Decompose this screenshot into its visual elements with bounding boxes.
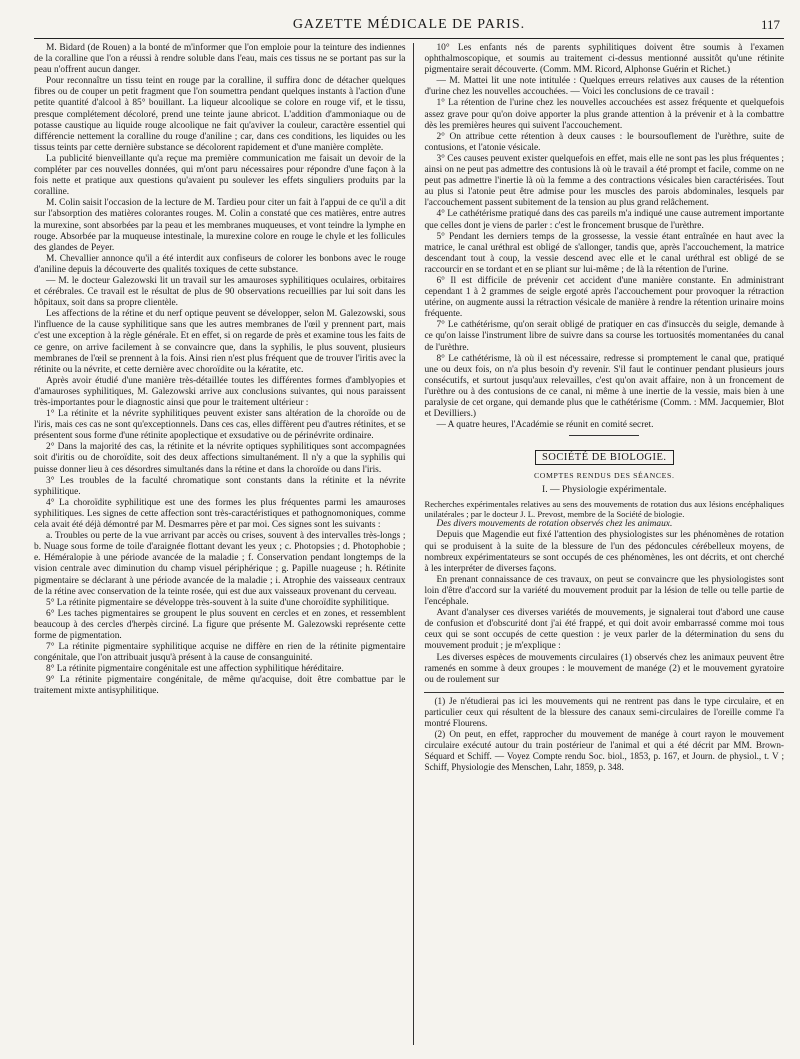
paragraph: M. Bidard (de Rouen) a la bonté de m'informer que l'on emploie pour la teinture des indiennes de la coralline que l'on a réussi à rendre soluble dans l'eau, mais ces tissus ne se portant pas sur la peau n'offrent aucun danger. <box>34 43 406 76</box>
paragraph: — A quatre heures, l'Académie se réunit en comité secret. <box>436 420 654 431</box>
paragraph: 6° Les taches pigmentaires se groupent le plus souvent en cercles et en zones, et ressemblent beaucoup à des cercles d'herpès circiné. La figure que présente M. Galezowski représente cette forme de pigmentation. <box>34 608 406 641</box>
paragraph: Depuis que Magendie eut fixé l'attention des physiologistes sur les phénomènes de rotation qui se produisent à la suite de la blessure de l'un des pédoncules cérébelleux moyens, de nombreux expérimentateurs se sont occupés de ces phénomènes, les ont décrits, et ont cherché à les interpréter de diverses façons. <box>424 530 784 574</box>
paragraph: 6° Il est difficile de prévenir cet accident d'une manière constante. En administrant cependant 1 à 2 grammes de seigle ergoté après l'accouchement pour provoquer la rétraction utérine, on augmente aussi la rétraction vésicale de manière à rendre la rétention urinaire moins fréquente. <box>424 275 784 320</box>
paragraph: 9° La rétinite pigmentaire congénitale, de même qu'acquise, doit être combattue par le traitement mixte antisyphilitique. <box>34 675 406 697</box>
paragraph: M. Colin saisit l'occasion de la lecture de M. Tardieu pour citer un fait à l'appui de ce qu'il a dit sur l'absorption des matières colorantes rouges. M. Colin a constaté que ces matières, entre autres la murexine, sont absorbées par la peau et les membranes muqueuses, et vont teindre la lymphe en rouge. Absorbée par la muqueuse intestinale, la murexine colore en rouge le chyle et les follicules des glandes de Peyer. <box>34 198 406 253</box>
paragraph: Avant d'analyser ces diverses variétés de mouvements, je signalerai tout d'abord une cause de confusion et d'obscurité dont j'ai été frappé, et qui doit avoir embarrassé comme moi tous ceux qui se sont occupés de cette question : je veux parler de la détermination du sens du mouvement produit ; je m'explique : <box>424 608 784 652</box>
paragraph: 5° Pendant les derniers temps de la grossesse, la vessie étant entraînée en haut avec la matrice, le canal uréthral est obligé de s'allonger, tandis que, après l'accouchement, la matrice descendant tout à coup, la vessie descend avec elle et le canal uréthral est obligé de se raccourcir en se tordant et en se pliant sur lui-même ; de là la rétention de l'urine. <box>424 231 784 275</box>
paragraph: 7° Le cathétérisme, qu'on serait obligé de pratiquer en cas d'insuccès du seigle, demande à ce qu'on laisse l'instrument libre de suivre dans sa course les tortuosités momentanées du canal de l'urèthre. <box>424 320 784 353</box>
footnote: (2) On peut, en effet, rapprocher du mouvement de manége à court rayon le mouvement circulaire exécuté autour du train postérieur de l'animal et qui a été décrit par MM. Brown-Séquard et Schiff. — Voyez Compte rendu Soc. biol., 1853, p. 167, et Journ. de physiol., t. V ; Schiff, Physiologie des Menschen, Lahr, 1859, p. 348. <box>424 728 784 772</box>
research-title: Recherches expérimentales relatives au sens des mouvements de rotation dus aux lésions encéphaliques unilatérales ; par le docteur J. L. Prevost, membre de la Société de biologie. <box>424 498 784 519</box>
paragraph: Les affections de la rétine et du nerf optique peuvent se développer, selon M. Galezowski, sous l'influence de la cause syphilitique sans que les autres membranes de l'œil y prennent part, mais c'est une exception à la règle générale. Et en effet, si on regarde de près et examine tous les faits de ce genre, on arrive facilement à se convaincre que, dans la syphilis, le plus souvent, plusieurs membranes de l'œil se prennent à la fois. Ainsi rien n'est plus fréquent que de trouver l'iritis avec la rétinite ou la névrite, et cette dernière avec choroïdite ou la kératite, etc. <box>34 309 406 375</box>
paragraph: Pour reconnaître un tissu teint en rouge par la coralline, il suffira donc de détacher quelques fibres ou de couper un petit fragment que l'on soumettra pendant quelques instants à l'action d'une petite quantité d'alcool à 85° bouillant. La liqueur alcoolique se colore en rouge vif, et le tissu, presque complétement décoloré, prend une teinte jaune abricot. L'addition d'ammoniaque ou de potasse caustique au liquide rouge alcoolique ne fait qu'aviver la couleur, caractère essentiel qui différencie nettement la coralline du rouge d'aniline ; car, dans ces conditions, les liquides ou les tissus teints par cette dernière substance se décolorent rapidement et d'une manière complète. <box>34 76 406 153</box>
paragraph: 3° Ces causes peuvent exister quelquefois en effet, mais elle ne sont pas les plus fréquentes ; ainsi on ne peut pas admettre des contusions là où le travail a été prompt et facile, comme on ne peut pas admettre l'inertie là où la femme a des contractions vésicales bien caractérisées. Tout au plus si l'atonie peut être admise pour les muscles des parois abdominales, lesquels par l'accouchement passent subitement de la tension au plus grand relâchement. <box>424 153 784 209</box>
section-subsection: I. — Physiologie expérimentale. <box>542 484 667 496</box>
paragraph: En prenant connaissance de ces travaux, on peut se convaincre que les physiologistes sont loin d'être d'accord sur la variété du mouvement produit par la lésion de telle ou telle partie de l'encéphale. <box>424 574 784 608</box>
section-subtitle: COMPTES RENDUS DES SÉANCES. <box>533 471 675 481</box>
paragraph: 1° La rétinite et la névrite syphilitiques peuvent exister sans altération de la choroïde ou de l'iris, mais ces cas ne sont qu'exceptionnels. Dans ces cas, elles diffèrent peu d'autres rétinites, et se présentent sous forme d'une rétinite apoplectique et exsudative ou de périnévrite ordinaire. <box>34 409 406 442</box>
paragraph: Les diverses espèces de mouvements circulaires (1) observés chez les animaux peuvent être ramenés en somme à deux groupes : le mouvement de manége (2) et le mouvement gyratoire ou de roulement sur <box>424 652 784 685</box>
footnote: (1) Je n'étudierai pas ici les mouvements qui ne rentrent pas dans le type circulaire, et en particulier ceux qui résultent de la blessure des canaux semi-circulaires de l'oreille comme l'a montré Flourens. <box>424 695 784 728</box>
paragraph: 2° On attribue cette rétention à deux causes : le boursouflement de l'urèthre, suite de contusions, et l'atonie vésicale. <box>424 131 784 153</box>
section-title: SOCIÉTÉ DE BIOLOGIE. <box>535 450 674 465</box>
paragraph: 3° Les troubles de la faculté chromatique sont constants dans la rétinite et la névrite syphilitique. <box>34 475 406 497</box>
paragraph: 4° La choroïdite syphilitique est une des formes les plus fréquentes parmi les amauroses syphilitiques. Les signes de cette affection sont très-caractéristiques et pathognomoniques, comme cela avait été déjà démontré par M. Desmarres père et par moi. Ces signes sont les suivants : <box>34 497 406 531</box>
paragraph: — M. Mattei lit une note intitulée : Quelques erreurs relatives aux causes de la rétention d'urine chez les nouvelles accouchées. — Voici les conclusions de ce travail : <box>424 76 784 98</box>
section-heading-box <box>424 450 784 465</box>
paragraph: M. Chevallier annonce qu'il a été interdit aux confiseurs de colorer les bonbons avec le rouge d'aniline depuis la découverte des qualités toxiques de cette substance. <box>34 253 406 275</box>
section-separator <box>569 435 639 436</box>
paragraph: 1° La rétention de l'urine chez les nouvelles accouchées est assez fréquente et quelquefois assez grave pour qu'on doive apporter la plus grande attention à la prévenir et à la combattre dès les premières heures qui suivent l'accouchement. <box>424 98 784 131</box>
header-rule <box>34 38 784 39</box>
paragraph: La publicité bienveillante qu'a reçue ma première communication me faisait un devoir de la compléter par ces nouvelles données, qui m'ont paru nécessaires pour répondre d'une façon à la fois nette et pratique aux questions qu'avaient pu soulever les effets singuliers produits par la coralline. <box>34 153 406 198</box>
paragraph: 7° La rétinite pigmentaire syphilitique acquise ne diffère en rien de la rétinite pigmentaire congénitale, que l'on attribuait jusqu'à présent à la cause de consanguinité. <box>34 642 406 664</box>
right-column <box>414 43 784 1053</box>
two-column-body <box>34 43 784 1053</box>
left-column <box>34 43 413 1053</box>
paragraph: a. Troubles ou perte de la vue arrivant par accès ou crises, souvent à des intervalles très-longs ; b. Nuage sous forme de toile d'araignée flottant devant les yeux ; c. Photopsies ; d. Photophobie ; e. Héméralopie à une période avancée de la maladie ; f. Conservation pendant longtemps de la vision centrale avec diminution du champ visuel périphérique ; g. Papille nuageuse ; h. Rétinite pigmentaire se déclarant à une période avancée de la maladie ; i. Atrophie des vaisseaux centraux de la rétine avec conservation de la teinte rosée, qui est due aux vaisseaux provenant du cerveau. <box>34 531 406 597</box>
page-number: 117 <box>760 17 780 32</box>
paragraph: 5° La rétinite pigmentaire se développe très-souvent à la suite d'une choroïdite syphilitique. <box>46 597 390 608</box>
paragraph: 8° Le cathétérisme, là où il est nécessaire, redresse si promptement le canal que, pratiqué une ou deux fois, on n'a plus besoin d'y revenir. S'il faut le continuer pendant plusieurs jours consécutifs, et surtout jusqu'aux relevailles, c'est qu'on avait affaire, non à un froncement de l'urèthre ou à des contusions de ce canal, ni même à une inertie de la vessie, mais bien à une paralysie de cet organe, qui demande plus que le cathétérisme (Comm. : MM. Jacquemier, Blot et Devilliers.) <box>424 353 784 420</box>
page-header <box>34 14 784 36</box>
footnotes <box>424 692 784 773</box>
research-subtitle: Des divers mouvements de rotation observés chez les animaux. <box>436 519 673 530</box>
paragraph: 4° Le cathétérisme pratiqué dans des cas pareils m'a indiqué une cause autrement importante que celles dont je viens de parler : c'est le froncement brusque de l'urèthre. <box>424 209 784 231</box>
paragraph: 8° La rétinite pigmentaire congénitale est une affection syphilitique héréditaire. <box>46 664 344 675</box>
paragraph: 2° Dans la majorité des cas, la rétinite et la névrite optiques syphilitiques sont accompagnées soit d'iritis ou de choroïdite, soit des deux affections simultanément. Il n'y a que la syphilis qui puisse donner lieu à ces désordres simultanés dans la rétine et dans la choroïde ou dans l'iris. <box>34 442 406 475</box>
paragraph: 10° Les enfants nés de parents syphilitiques doivent être soumis à l'examen ophthalmoscopique, et soumis au traitement ci-dessus mentionné aussitôt qu'une rétinite pigmentaire serait découverte. (Comm. MM. Ricord, Alphonse Guérin et Richet.) <box>424 43 784 76</box>
journal-title: GAZETTE MÉDICALE DE PARIS. <box>292 17 526 32</box>
paragraph: Après avoir étudié d'une manière très-détaillée toutes les différentes formes d'amblyopies et d'amauroses syphilitiques, M. Galezowski arrive aux conclusions suivantes, qui nous paraissent très-importantes pour le diagnostic ainsi que pour le traitement ultérieur : <box>34 375 406 408</box>
paragraph: — M. le docteur Galezowski lit un travail sur les amauroses syphilitiques oculaires, orbitaires et cérébrales. Ce travail est le résultat de plus de 90 observations recueillies par lui soit dans les hôpitaux, soit dans sa propre clientèle. <box>34 275 406 309</box>
